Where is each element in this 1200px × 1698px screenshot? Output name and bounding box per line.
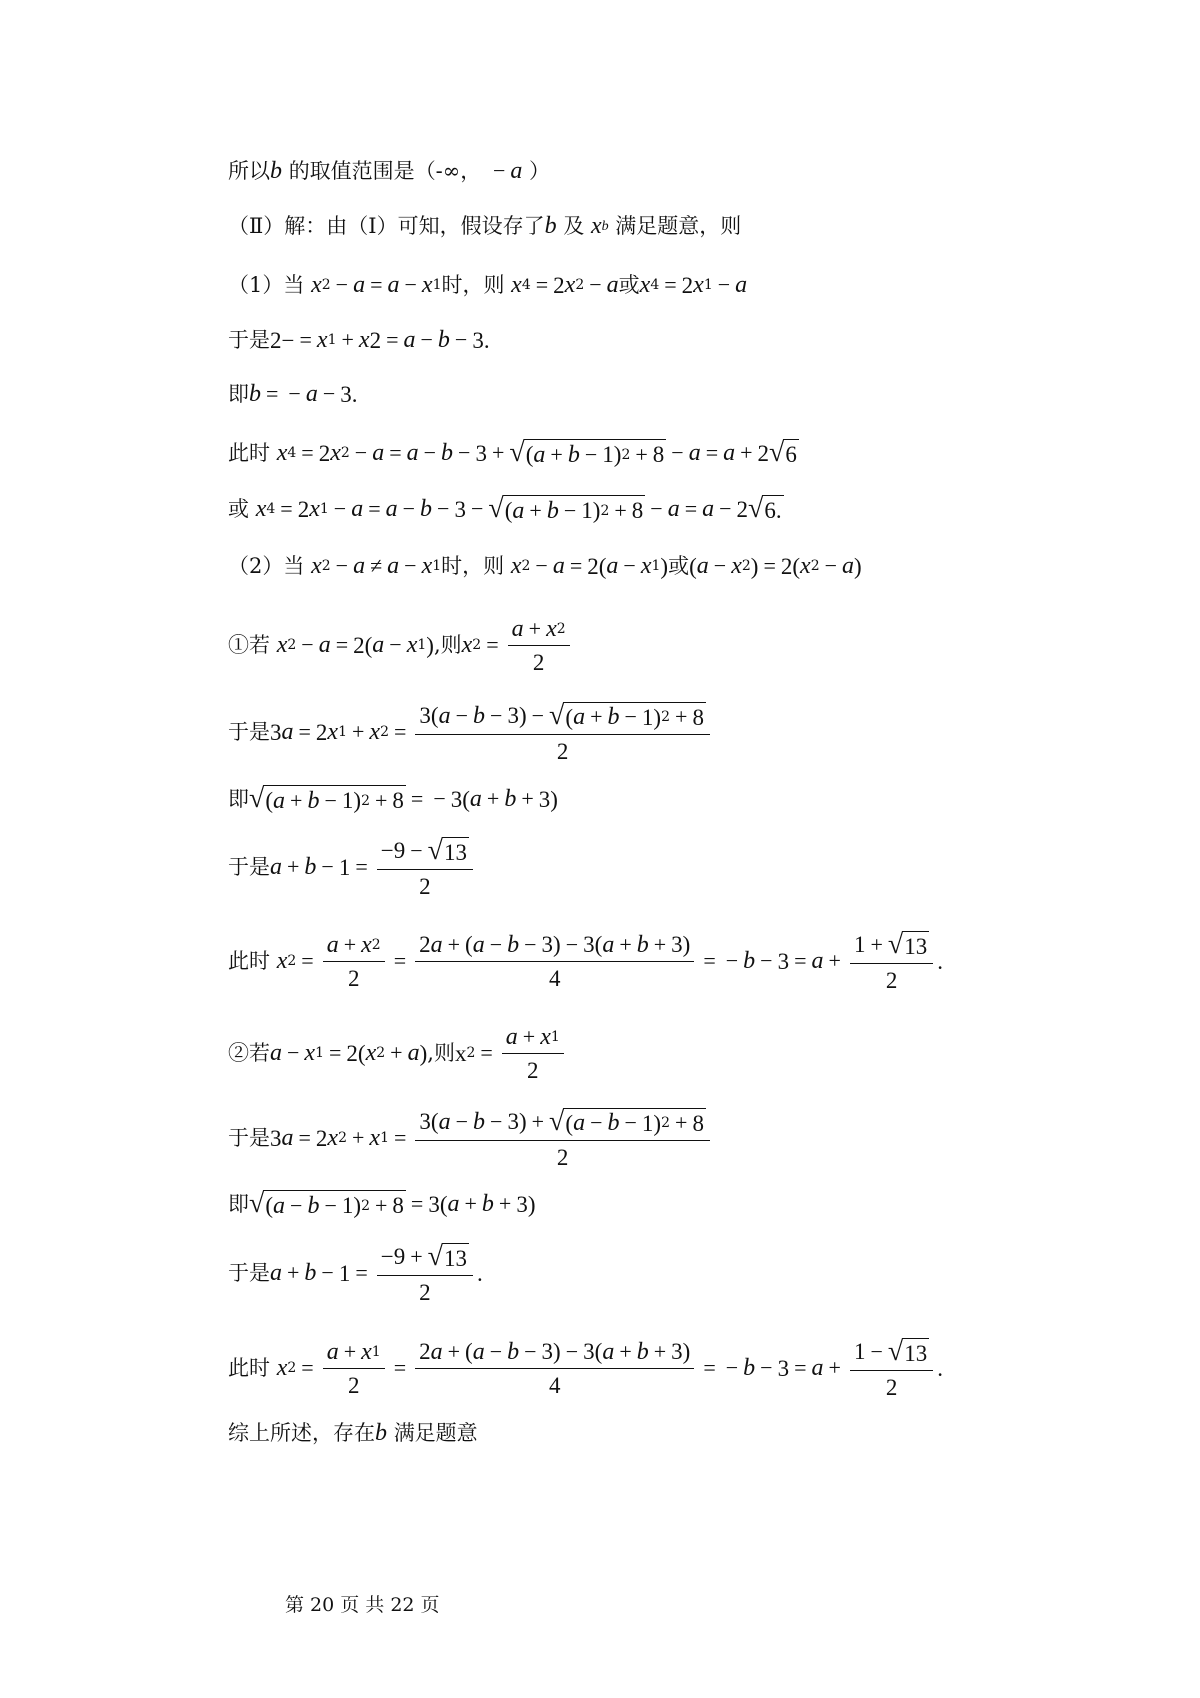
- text: ①若: [228, 632, 270, 657]
- fraction: 2 a + ( a − b − 3) − 3( a + b + 3) 4: [415, 933, 694, 990]
- subcase-one-line: ①若 x 2 − a = 2( a − x 1 ) ,则 x 2 = a + x 2 2: [228, 610, 574, 680]
- fraction: a + x 1 2: [502, 1025, 564, 1082]
- fraction: a + x 2 2: [508, 617, 570, 674]
- a-plus-b-line-2: 于是 a + b − 1 = −9 + √ 13 2 .: [228, 1240, 483, 1305]
- sum-line: 于是 2− = x 1 + x 2 = a − b − 3.: [228, 327, 490, 353]
- fraction: 2 a + ( a − b − 3) − 3( a + b + 3) 4: [415, 1340, 694, 1397]
- fraction: 1 − √ 13 2: [850, 1338, 933, 1399]
- text: 即: [228, 786, 249, 811]
- sqrt-equation-line: 即 √ ( a + b − 1) 2 + 8 = − 3( a + b + 3): [228, 783, 558, 814]
- a-plus-b-line: 于是 a + b − 1 = −9 − √ 13 2: [228, 832, 477, 902]
- text: ,则: [433, 632, 462, 657]
- text: 于是: [228, 719, 270, 744]
- text: （2）当: [228, 553, 305, 578]
- fraction: a + x 1 2: [323, 1340, 385, 1397]
- conclusion-line: 综上所述，存在 b 满足题意: [228, 1420, 478, 1446]
- text: 或: [618, 272, 640, 297]
- fraction: 3( a − b − 3) − √ ( a + b − 1) 2 + 8 2: [415, 702, 710, 763]
- text: 所以: [228, 158, 270, 183]
- text: 此时: [228, 1355, 270, 1380]
- text: 此时: [228, 440, 270, 465]
- text: 的取值范围是: [288, 158, 415, 183]
- case-one-line: （1）当 x 2 − a = a − x 1 时，则 x 4 = 2 x 2 − a 或 x 4 = 2 x 1 − a: [228, 272, 748, 298]
- fraction: 1 + √ 13 2: [850, 931, 933, 992]
- three-a-line-2: 于是 3 a = 2 x 2 + x 1 = 3( a − b − 3) + √ ( a − b − 1) 2 + 8 2: [228, 1103, 714, 1173]
- text: 时，则: [441, 272, 505, 297]
- three-a-line: 于是 3 a = 2 x 1 + x 2 = 3( a − b − 3) − √ ( a + b − 1) 2 + 8 2: [228, 697, 714, 767]
- x2-result-line: 此时 x 2 = a + x 2 2 = 2 a + ( a − b − 3) − 3( a + b + 3) 4 = − b − 3 = a + 1 + √ 13 2 .: [228, 928, 943, 993]
- text: 及: [563, 213, 585, 238]
- case-two-line: （2）当 x 2 − a ≠ a − x 1 时，则 x 2 − a = 2( a − x 1 ) 或 ( a − x 2 ) = 2( x 2 − a ): [228, 553, 862, 579]
- text: 即: [228, 381, 249, 406]
- text: ,则: [427, 1040, 455, 1065]
- part-two-intro-line: （Ⅱ）解：由（Ⅰ）可知，假设存了 b 及 x b 满足题意，则: [228, 213, 742, 239]
- range-of-b-line: 所以 b 的取值范围是 （-∞， − a ）: [228, 158, 551, 184]
- text: ②若: [228, 1040, 270, 1065]
- text: 于是: [228, 854, 270, 879]
- sqrt-equation-line-2: 即 √ ( a − b − 1) 2 + 8 = 3( a + b + 3): [228, 1188, 536, 1219]
- page-footer: 第 20 页 共 22 页: [285, 1594, 440, 1616]
- b-value-line: 即 b = − a − 3.: [228, 381, 358, 407]
- text: 即: [228, 1191, 249, 1216]
- text: （Ⅱ）解：由（Ⅰ）可知，假设存了: [228, 213, 545, 238]
- subcase-two-line: ②若 a − x 1 = 2( x 2 + a ) ,则 x 2 = a + x 1 2: [228, 1018, 568, 1088]
- x4-plus-line: 此时 x 4 = 2 x 2 − a = a − b − 3 + √ ( a + b − 1) 2 + 8 − a = a + 2 √ 6: [228, 437, 797, 468]
- text: （1）当: [228, 272, 305, 297]
- text: 此时: [228, 948, 270, 973]
- text: 满足题意，则: [615, 213, 742, 238]
- fraction: −9 − √ 13 2: [377, 837, 473, 898]
- text: 于是: [228, 1260, 270, 1285]
- text: 综上所述，存在: [228, 1420, 375, 1445]
- text: 时，则: [441, 553, 505, 578]
- text: 满足题意: [393, 1420, 478, 1445]
- text: 或: [668, 553, 690, 578]
- x2-result-line-2: 此时 x 2 = a + x 1 2 = 2 a + ( a − b − 3) − 3( a + b + 3) 4 = − b − 3 = a + 1 − √ 13 2 .: [228, 1335, 943, 1400]
- fraction: 3( a − b − 3) + √ ( a − b − 1) 2 + 8 2: [415, 1108, 710, 1169]
- text: 于是: [228, 327, 270, 352]
- x4-minus-line: 或 x 4 = 2 x 1 − a = a − b − 3 − √ ( a + b − 1) 2 + 8 − a = a − 2 √ 6.: [228, 493, 782, 524]
- fraction: a + x 2 2: [323, 933, 385, 990]
- fraction: −9 + √ 13 2: [377, 1243, 473, 1304]
- text: 于是: [228, 1125, 270, 1150]
- text: 或: [228, 496, 249, 521]
